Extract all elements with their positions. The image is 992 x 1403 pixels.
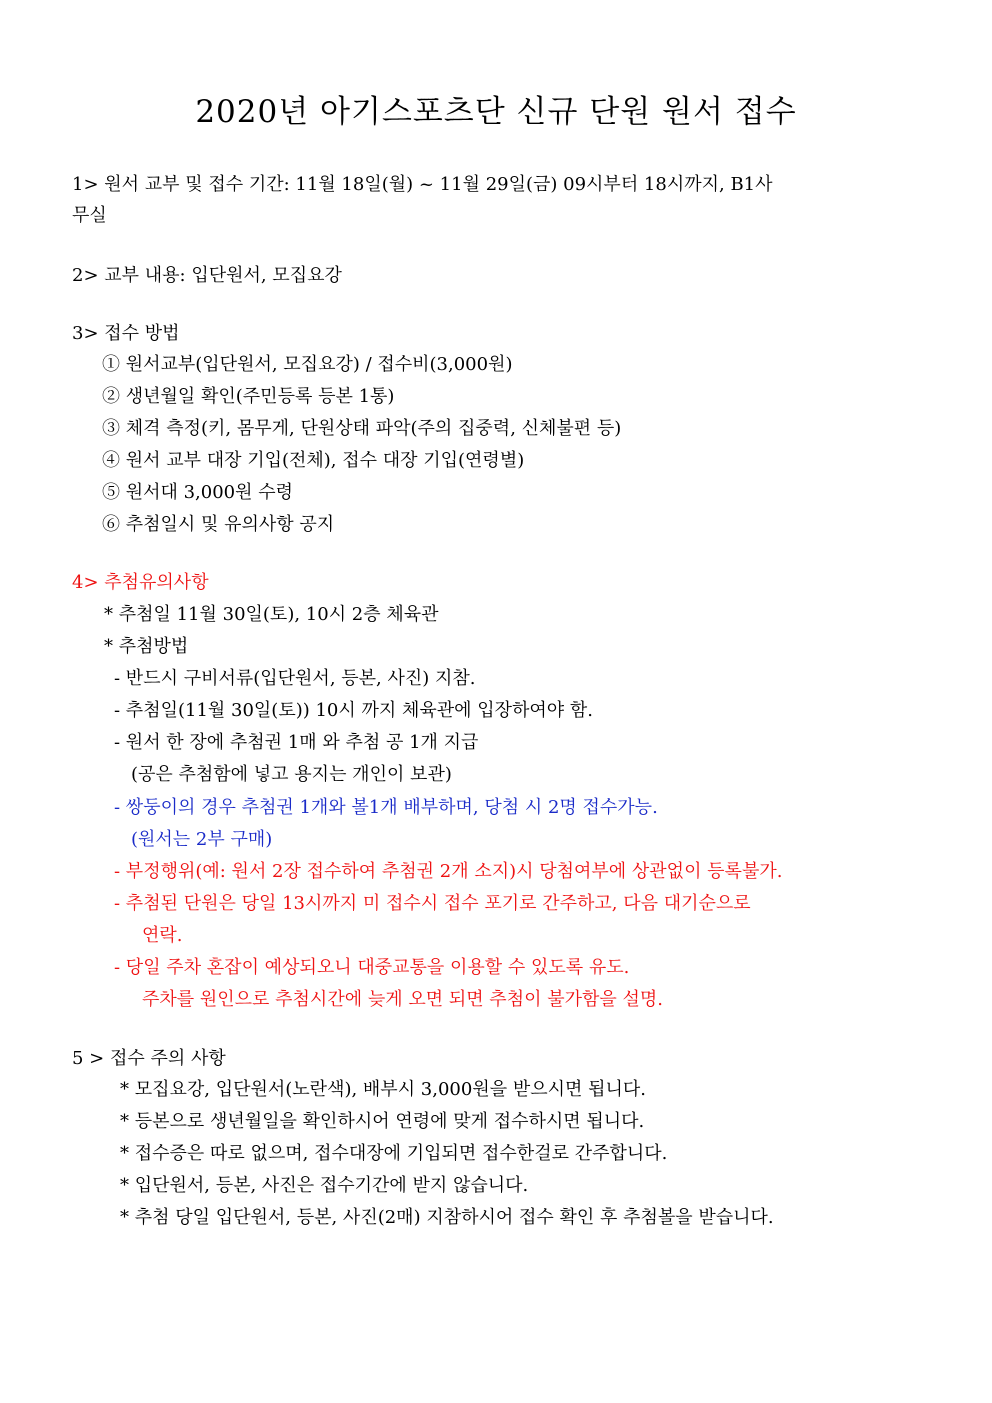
method-item: ⑤ 원서대 3,000원 수령 [102,482,294,503]
lottery-rule: - 반드시 구비서류(입단원서, 등본, 사진) 지참. [114,668,476,689]
caution-item: * 입단원서, 등본, 사진은 접수기간에 받지 않습니다. [120,1175,529,1196]
lottery-notice-heading: 4> 추첨유의사항 [72,572,209,593]
parking-rule-cont: 주차를 원인으로 추첨시간에 늦게 오면 되면 추첨이 불가함을 설명. [142,989,663,1010]
caution-item: * 모집요강, 입단원서(노란색), 배부시 3,000원을 받으시면 됩니다. [120,1079,646,1100]
period-line: 1> 원서 교부 및 접수 기간: 11월 18일(월) ~ 11월 29일(금) 09시부터 18시까지, B1사 [72,174,773,195]
method-item: ① 원서교부(입단원서, 모집요강) / 접수비(3,000원) [102,354,513,375]
caution-item: * 접수증은 따로 없으며, 접수대장에 기입되면 접수한걸로 간주합니다. [120,1143,668,1164]
method-item: ③ 체격 측정(키, 몸무게, 단원상태 파악(주의 집중력, 신체불편 등) [102,418,622,439]
period-line-cont: 무실 [72,205,107,226]
document-title: 2020년 아기스포츠단 신규 단원 원서 접수 [195,94,797,130]
method-item: ④ 원서 교부 대장 기입(전체), 접수 대장 기입(연령별) [102,450,525,471]
twins-rule: - 쌍둥이의 경우 추첨권 1개와 볼1개 배부하며, 당첨 시 2명 접수가능. [114,797,658,818]
lottery-rule: - 원서 한 장에 추첨권 1매 와 추첨 공 1개 지급 [114,732,479,753]
caution-item: * 추첨 당일 입단원서, 등본, 사진(2매) 지참하시어 접수 확인 후 추첨볼을 받습니다. [120,1207,774,1228]
deadline-rule: - 추첨된 단원은 당일 13시까지 미 접수시 접수 포기로 간주하고, 다음 대기순으로 [114,893,751,914]
lottery-method-heading: * 추첨방법 [104,636,189,657]
reception-caution-heading: 5 > 접수 주의 사항 [72,1048,226,1069]
deadline-rule-cont: 연락. [142,925,183,946]
method-item: ② 생년월일 확인(주민등록 등본 1통) [102,386,395,407]
caution-item: * 등본으로 생년월일을 확인하시어 연령에 맞게 접수하시면 됩니다. [120,1111,645,1132]
lottery-rule-note: (공은 추첨함에 넣고 용지는 개인이 보관) [131,764,452,785]
lottery-date-line: * 추첨일 11월 30일(토), 10시 2층 체육관 [104,604,439,625]
distribution-content-line: 2> 교부 내용: 입단원서, 모집요강 [72,265,342,286]
twins-note: (원서는 2부 구매) [131,829,273,850]
method-item: ⑥ 추첨일시 및 유의사항 공지 [102,514,335,535]
lottery-rule: - 추첨일(11월 30일(토)) 10시 까지 체육관에 입장하여야 함. [114,700,594,721]
fraud-rule: - 부정행위(예: 원서 2장 접수하여 추첨권 2개 소지)시 당첨여부에 상관없이 등록불가. [114,861,783,882]
reception-method-heading: 3> 접수 방법 [72,323,180,344]
parking-rule: - 당일 주차 혼잡이 예상되오니 대중교통을 이용할 수 있도록 유도. [114,957,630,978]
